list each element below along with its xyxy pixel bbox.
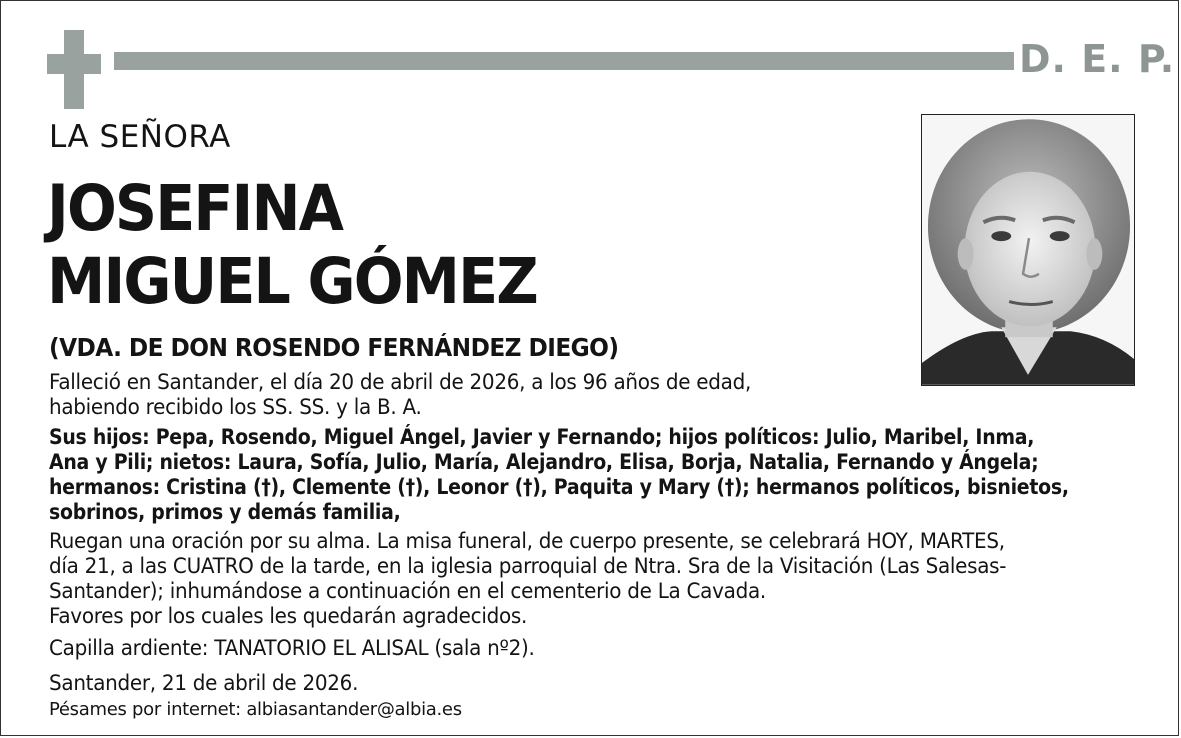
chapel-text: Capilla ardiente: TANATORIO EL ALISAL (sala nº2). <box>49 636 535 660</box>
chapel-line <box>49 636 560 661</box>
text-line: Falleció en Santander, el día 20 de abril de 2026, a los 96 años de edad, <box>49 370 752 394</box>
deceased-title: LA SEÑORA <box>49 119 231 155</box>
service-paragraph <box>49 529 1057 629</box>
text-line: Favores por los cuales les quedarán agradecidos. <box>49 604 528 628</box>
cross-icon <box>47 30 101 109</box>
deceased-surnames: MIGUEL GÓMEZ <box>47 245 537 318</box>
text-line: hermanos: Cristina (†), Clemente (†), Leonor (†), Paquita y Mary (†); hermanos políticos, bisnietos, <box>49 475 1069 499</box>
condolence-email-line: Pésames por internet: albiasantander@albia.es <box>49 699 462 720</box>
text-line: Ana y Pili; nietos: Laura, Sofía, Julio, María, Alejandro, Elisa, Borja, Natalia, Fernando y Ángela; <box>49 450 1039 474</box>
header-rule <box>114 52 1014 70</box>
date-text: Santander, 21 de abril de 2026. <box>49 671 359 695</box>
text-line: día 21, a las CUATRO de la tarde, en la iglesia parroquial de Ntra. Sra de la Visitación (Las Salesas- <box>49 554 1007 578</box>
dep-label: D. E. P. <box>1019 37 1176 81</box>
text-line: Santander); inhumándose a continuación en el cementerio de La Cavada. <box>49 579 766 603</box>
text-line: Sus hijos: Pepa, Rosendo, Miguel Ángel, Javier y Fernando; hijos políticos: Julio, Maribel, Inma, <box>49 425 1035 449</box>
text-line: habiendo recibido los SS. SS. y la B. A. <box>49 395 422 419</box>
death-paragraph <box>49 370 788 420</box>
portrait-photo <box>921 114 1135 386</box>
family-paragraph <box>49 425 1181 525</box>
date-line <box>49 671 374 696</box>
deceased-first-name: JOSEFINA <box>47 172 343 245</box>
widow-of-line: (VDA. DE DON ROSENDO FERNÁNDEZ DIEGO) <box>49 333 619 362</box>
text-line: sobrinos, primos y demás familia, <box>49 500 401 524</box>
text-line: Ruegan una oración por su alma. La misa funeral, de cuerpo presente, se celebrará HOY, MARTES, <box>49 529 1005 553</box>
